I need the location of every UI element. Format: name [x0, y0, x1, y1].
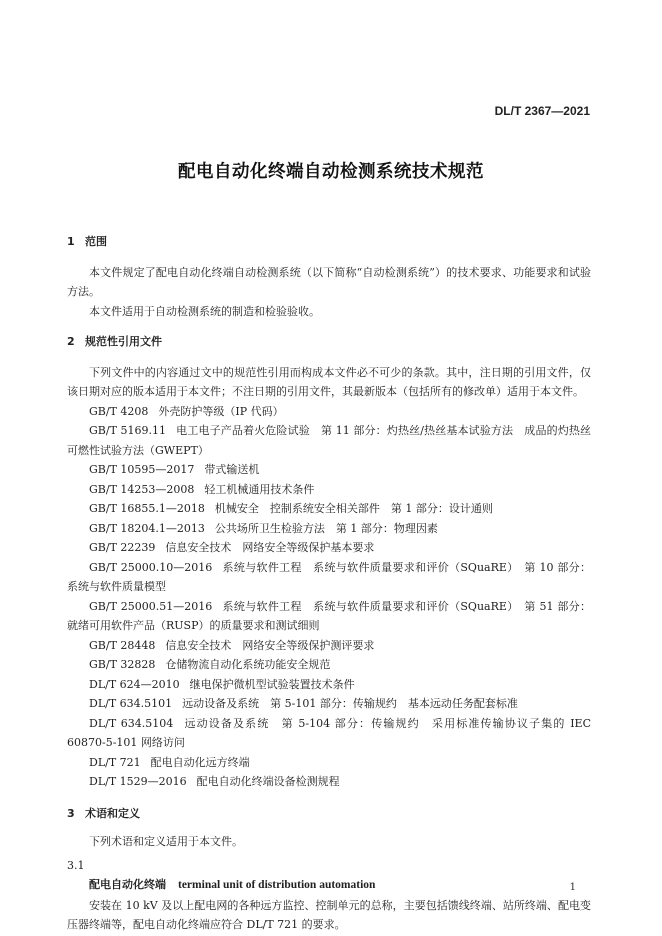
reference-title: 系统与软件工程 系统与软件质量要求和评价（SQuaRE） 第 10 部分：系统与软件质量模型 — [67, 560, 591, 593]
reference-code: DL/T 634.5101 — [89, 697, 173, 710]
term-english: terminal unit of distribution automation — [178, 879, 376, 891]
section-3-number: 3 — [67, 806, 75, 820]
reference-code: DL/T 721 — [89, 755, 141, 769]
reference-title: 带式输送机 — [204, 463, 260, 476]
reference-code: GB/T 32828 — [89, 658, 156, 671]
reference-code: GB/T 28448 — [89, 638, 156, 652]
reference-title: 信息安全技术 网络安全等级保护基本要求 — [165, 541, 375, 554]
references-intro: 下列文件中的内容通过文中的规范性引用而构成本文件必不可少的条款。其中，注日期的引用文件，仅该日期对应的版本适用于本文件；不注日期的引用文件，其最新版本（包括所有的修改单）适用于本文件。 — [67, 365, 591, 398]
terms-intro: 下列术语和定义适用于本文件。 — [89, 835, 243, 848]
reference-code: GB/T 16855.1—2018 — [89, 502, 205, 515]
reference-title: 机械安全 控制系统安全相关部件 第 1 部分：设计通则 — [214, 502, 493, 515]
reference-title: 系统与软件工程 系统与软件质量要求和评价（SQuaRE） 第 51 部分：就绪可用软件产品（RUSP）的质量要求和测试细则 — [67, 599, 591, 632]
section-1-number: 1 — [67, 235, 75, 248]
section-3-heading — [67, 804, 591, 824]
reference-code: GB/T 5169.11 — [89, 424, 167, 437]
reference-code: GB/T 14253—2008 — [89, 482, 195, 496]
reference-item — [67, 519, 591, 539]
scope-paragraph-2: 本文件适用于自动检测系统的制造和检验验收。 — [89, 304, 320, 318]
clause-number: 3.1 — [67, 858, 85, 872]
reference-item — [67, 480, 591, 500]
reference-code: GB/T 18204.1—2013 — [89, 521, 205, 535]
reference-item — [67, 675, 591, 695]
reference-title: 配电自动化远方终端 — [150, 755, 250, 769]
reference-code: GB/T 25000.51—2016 — [89, 599, 213, 613]
reference-title: 继电保护微机型试验装置技术条件 — [189, 677, 355, 691]
reference-code: GB/T 22239 — [89, 541, 156, 554]
section-3-title: 术语和定义 — [85, 806, 140, 820]
reference-item — [67, 655, 591, 675]
reference-code: DL/T 1529—2016 — [89, 775, 187, 788]
reference-title: 远动设备及系统 第 5-104 部分：传输规约 采用标准传输协议子集的 IEC 60870-5-101 网络访问 — [67, 716, 591, 749]
term-entry — [67, 875, 591, 896]
reference-item — [67, 402, 591, 422]
term-chinese: 配电自动化终端 — [89, 878, 166, 891]
reference-item — [67, 558, 591, 597]
reference-code: GB/T 10595—2017 — [89, 463, 195, 476]
reference-item — [67, 421, 591, 460]
section-1-title: 范围 — [85, 235, 107, 248]
page-number: 1 — [569, 882, 576, 893]
document-body — [67, 232, 591, 935]
reference-item — [67, 597, 591, 636]
scope-paragraph-1: 本文件规定了配电自动化终端自动检测系统（以下简称“自动检测系统”）的技术要求、功能要求和试验方法。 — [67, 265, 591, 298]
reference-item — [67, 772, 591, 792]
term-definition: 安装在 10 kV 及以上配电网的各种远方监控、控制单元的总称，主要包括馈线终端、站所终端、配电变压器终端等，配电自动化终端应符合 DL/T 721 的要求。 — [67, 898, 591, 931]
reference-code: GB/T 25000.10—2016 — [89, 560, 213, 574]
section-2-title: 规范性引用文件 — [85, 335, 162, 348]
reference-code: DL/T 624—2010 — [89, 677, 180, 691]
reference-title: 配电自动化终端设备检测规程 — [196, 775, 340, 788]
reference-item — [67, 714, 591, 753]
section-2-heading — [67, 332, 591, 352]
section-2-number: 2 — [67, 335, 75, 348]
reference-title: 轻工机械通用技术条件 — [204, 482, 315, 496]
document-title: 配电自动化终端自动检测系统技术规范 — [178, 162, 484, 182]
reference-title: 远动设备及系统 第 5-101 部分：传输规约 基本远动任务配套标准 — [182, 697, 518, 710]
reference-title: 仓储物流自动化系统功能安全规范 — [165, 658, 331, 671]
reference-item — [67, 538, 591, 558]
reference-item — [67, 694, 591, 714]
reference-code: GB/T 4208 — [89, 404, 149, 418]
reference-code: DL/T 634.5104 — [89, 716, 174, 730]
section-1-heading — [67, 232, 591, 252]
reference-title: 外壳防护等级（IP 代码） — [158, 404, 284, 418]
reference-title: 公共场所卫生检验方法 第 1 部分：物理因素 — [214, 521, 438, 535]
standard-number: DL/T 2367—2021 — [494, 104, 590, 118]
reference-item — [67, 636, 591, 656]
reference-item — [67, 460, 591, 480]
reference-title: 电工电子产品着火危险试验 第 11 部分：灼热丝/热丝基本试验方法 成品的灼热丝可燃性试验方法（GWEPT） — [67, 424, 591, 457]
reference-item — [67, 499, 591, 519]
reference-item — [67, 753, 591, 773]
reference-title: 信息安全技术 网络安全等级保护测评要求 — [165, 638, 375, 652]
